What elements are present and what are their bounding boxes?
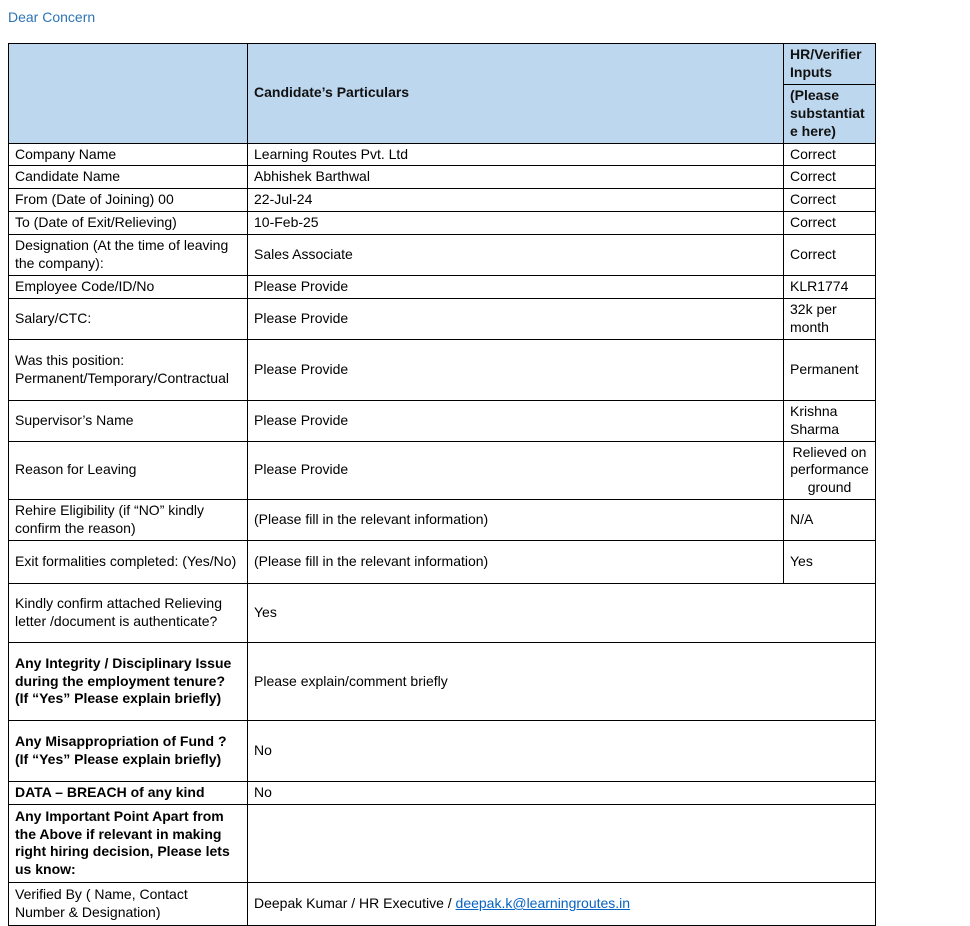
row-verifier: Yes xyxy=(784,541,876,584)
row-verifier: Correct xyxy=(784,235,876,276)
table-row xyxy=(9,298,876,339)
row-value: Sales Associate xyxy=(248,235,784,276)
table-row xyxy=(9,584,876,643)
verified-by-text: Deepak Kumar / HR Executive / xyxy=(254,894,456,911)
row-value: Abhishek Barthwal xyxy=(248,166,784,189)
row-verifier: Permanent xyxy=(784,339,876,400)
table-row xyxy=(9,212,876,235)
header-particulars-cell: Candidate’s Particulars xyxy=(248,44,784,144)
header-row-top xyxy=(9,44,876,85)
row-label: Kindly confirm attached Relieving letter /document is authenticate? xyxy=(9,584,248,643)
row-verifier: Correct xyxy=(784,166,876,189)
row-label: Salary/CTC: xyxy=(9,298,248,339)
row-label: Was this position: Permanent/Temporary/Contractual xyxy=(9,339,248,400)
row-label: Candidate Name xyxy=(9,166,248,189)
row-value xyxy=(248,804,876,882)
row-verifier: Relieved on performance ground xyxy=(784,441,876,500)
table-row xyxy=(9,189,876,212)
row-label: Any Misappropriation of Fund ? (If “Yes” Please explain briefly) xyxy=(9,721,248,782)
table-row xyxy=(9,541,876,584)
row-verifier: Correct xyxy=(784,212,876,235)
row-verifier: N/A xyxy=(784,500,876,541)
table-row xyxy=(9,721,876,782)
row-verifier: KLR1774 xyxy=(784,275,876,298)
row-value: Please Provide xyxy=(248,339,784,400)
table-row xyxy=(9,166,876,189)
row-value: No xyxy=(248,782,876,805)
row-label: Any Integrity / Disciplinary Issue during the employment tenure? (If “Yes” Please explain briefly) xyxy=(9,643,248,721)
table-row xyxy=(9,400,876,441)
table-row xyxy=(9,275,876,298)
row-label: Company Name xyxy=(9,143,248,166)
row-value: 22-Jul-24 xyxy=(248,189,784,212)
header-verifier-bottom-cell: (Please substantiate here) xyxy=(784,84,876,143)
row-value: (Please fill in the relevant information) xyxy=(248,541,784,584)
row-label: Any Important Point Apart from the Above if relevant in making right hiring decision, Please lets us know: xyxy=(9,804,248,882)
table-row xyxy=(9,643,876,721)
row-label: From (Date of Joining) 00 xyxy=(9,189,248,212)
row-label: Exit formalities completed: (Yes/No) xyxy=(9,541,248,584)
row-verifier: Correct xyxy=(784,143,876,166)
row-label: Supervisor’s Name xyxy=(9,400,248,441)
row-label: Designation (At the time of leaving the company): xyxy=(9,235,248,276)
row-label: Employee Code/ID/No xyxy=(9,275,248,298)
row-value: 10-Feb-25 xyxy=(248,212,784,235)
table-row xyxy=(9,441,876,500)
row-label: Reason for Leaving xyxy=(9,441,248,500)
row-value: Please Provide xyxy=(248,441,784,500)
row-value xyxy=(248,882,876,925)
row-value: No xyxy=(248,721,876,782)
verification-table xyxy=(8,43,876,926)
table-row xyxy=(9,235,876,276)
row-label: Verified By ( Name, Contact Number & Designation) xyxy=(9,882,248,925)
row-value: Please Provide xyxy=(248,400,784,441)
row-value: Please explain/comment briefly xyxy=(248,643,876,721)
row-verifier: Krishna Sharma xyxy=(784,400,876,441)
table-row xyxy=(9,339,876,400)
row-value: Learning Routes Pvt. Ltd xyxy=(248,143,784,166)
greeting-text: Dear Concern xyxy=(8,9,96,25)
table-row xyxy=(9,143,876,166)
email-link[interactable]: deepak.k@learningroutes.in xyxy=(455,894,631,911)
row-value: (Please fill in the relevant information) xyxy=(248,500,784,541)
row-value: Please Provide xyxy=(248,298,784,339)
row-value: Yes xyxy=(248,584,876,643)
row-value: Please Provide xyxy=(248,275,784,298)
table-row xyxy=(9,500,876,541)
table-row xyxy=(9,882,876,925)
row-label: To (Date of Exit/Relieving) xyxy=(9,212,248,235)
header-blank-cell xyxy=(9,44,248,144)
row-verifier: 32k per month xyxy=(784,298,876,339)
row-label: DATA – BREACH of any kind xyxy=(9,782,248,805)
header-verifier-top-cell: HR/Verifier Inputs xyxy=(784,44,876,85)
row-label: Rehire Eligibility (if “NO” kindly confirm the reason) xyxy=(9,500,248,541)
table-row xyxy=(9,804,876,882)
table-row xyxy=(9,782,876,805)
row-verifier: Correct xyxy=(784,189,876,212)
